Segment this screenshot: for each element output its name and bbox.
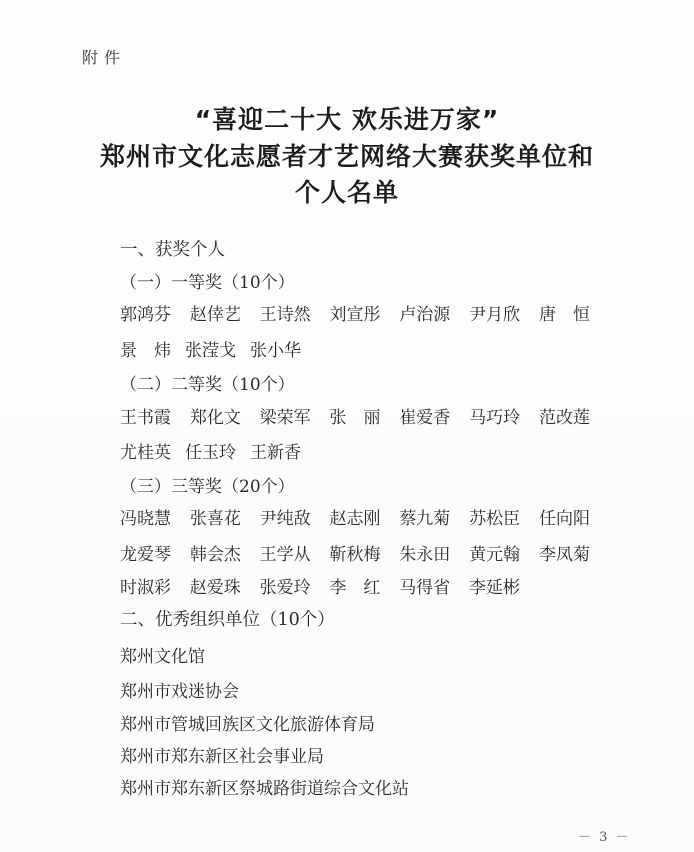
winner-name: 梁荣军 xyxy=(259,408,311,428)
winner-name: 张小华 xyxy=(250,341,301,361)
winner-name: 张喜花 xyxy=(189,509,241,529)
winner-name: 靳秋梅 xyxy=(329,545,381,565)
page-number: － 3 － xyxy=(578,830,631,845)
winner-name: 李 红 xyxy=(329,578,381,598)
winner-name: 李凤菊 xyxy=(538,545,590,565)
winner-name: 郑化文 xyxy=(189,408,241,428)
first-prize-heading: （一）一等奖（10个） xyxy=(120,273,295,293)
winner-name: 张 丽 xyxy=(329,408,381,428)
winner-name: 李延彬 xyxy=(468,578,520,598)
winner-name: 苏松臣 xyxy=(469,509,521,529)
winner-name: 张爱玲 xyxy=(259,578,311,598)
organization-item: 郑州市戏迷协会 xyxy=(120,682,239,702)
title-line-2: 郑州市文化志愿者才艺网络大赛获奖单位和 xyxy=(99,142,594,171)
winner-name: 朱永田 xyxy=(399,545,451,565)
winner-name: 王诗然 xyxy=(259,305,311,325)
winner-name: 赵倖艺 xyxy=(189,305,241,325)
second-prize-row-1 xyxy=(120,403,590,428)
second-prize-heading: （二）二等奖（10个） xyxy=(120,375,295,395)
winner-name: 冯晓慧 xyxy=(120,509,171,529)
winner-name: 尤桂英 xyxy=(120,443,171,463)
title-line-3: 个人名单 xyxy=(294,178,399,207)
winner-name: 任向阳 xyxy=(538,509,590,529)
third-prize-row-2 xyxy=(120,540,590,565)
winner-name: 范改莲 xyxy=(538,408,590,428)
winner-name: 韩会杰 xyxy=(189,545,241,565)
organization-item: 郑州市郑东新区社会事业局 xyxy=(120,747,324,767)
winner-name: 张滢戈 xyxy=(185,341,236,361)
winner-name: 王新香 xyxy=(250,443,301,463)
section-2-heading: 二、优秀组织单位（10个） xyxy=(120,610,335,630)
winner-name: 郭鸿芬 xyxy=(120,305,171,325)
winner-name: 崔爱香 xyxy=(399,408,451,428)
third-prize-heading: （三）三等奖（20个） xyxy=(120,477,295,497)
annex-label: 附件 xyxy=(82,48,127,67)
section-1-heading: 一、获奖个人 xyxy=(120,240,225,260)
organization-item: 郑州市郑东新区祭城路街道综合文化站 xyxy=(120,779,409,799)
winner-name: 王书霞 xyxy=(120,408,171,428)
winner-name: 卢治源 xyxy=(399,305,451,325)
winner-name: 赵爱珠 xyxy=(189,578,241,598)
first-prize-row-1 xyxy=(120,300,590,325)
winner-name: 尹纯敌 xyxy=(259,509,311,529)
title-line-1: “喜迎二十大 欢乐进万家” xyxy=(194,105,500,134)
winner-name: 赵志刚 xyxy=(329,509,381,529)
winner-name: 任玉玲 xyxy=(185,443,236,463)
winner-name: 蔡九菊 xyxy=(399,509,451,529)
winner-name: 龙爱琴 xyxy=(120,545,171,565)
winner-name: 马巧玲 xyxy=(469,408,521,428)
winner-name: 景 炜 xyxy=(120,341,171,361)
winner-name: 刘宣彤 xyxy=(329,305,381,325)
organization-item: 郑州文化馆 xyxy=(120,647,205,667)
winner-name: 时淑彩 xyxy=(120,578,171,598)
winner-name: 唐 恒 xyxy=(538,305,590,325)
winner-name: 尹月欣 xyxy=(469,305,521,325)
winner-name: 黄元翰 xyxy=(469,545,521,565)
winner-name: 王学从 xyxy=(259,545,311,565)
third-prize-row-1 xyxy=(120,504,590,529)
first-prize-row-2 xyxy=(120,336,590,361)
winner-name: 马得省 xyxy=(399,578,451,598)
third-prize-row-3 xyxy=(120,573,520,598)
organization-item: 郑州市管城回族区文化旅游体育局 xyxy=(120,715,375,735)
second-prize-row-2 xyxy=(120,438,590,463)
